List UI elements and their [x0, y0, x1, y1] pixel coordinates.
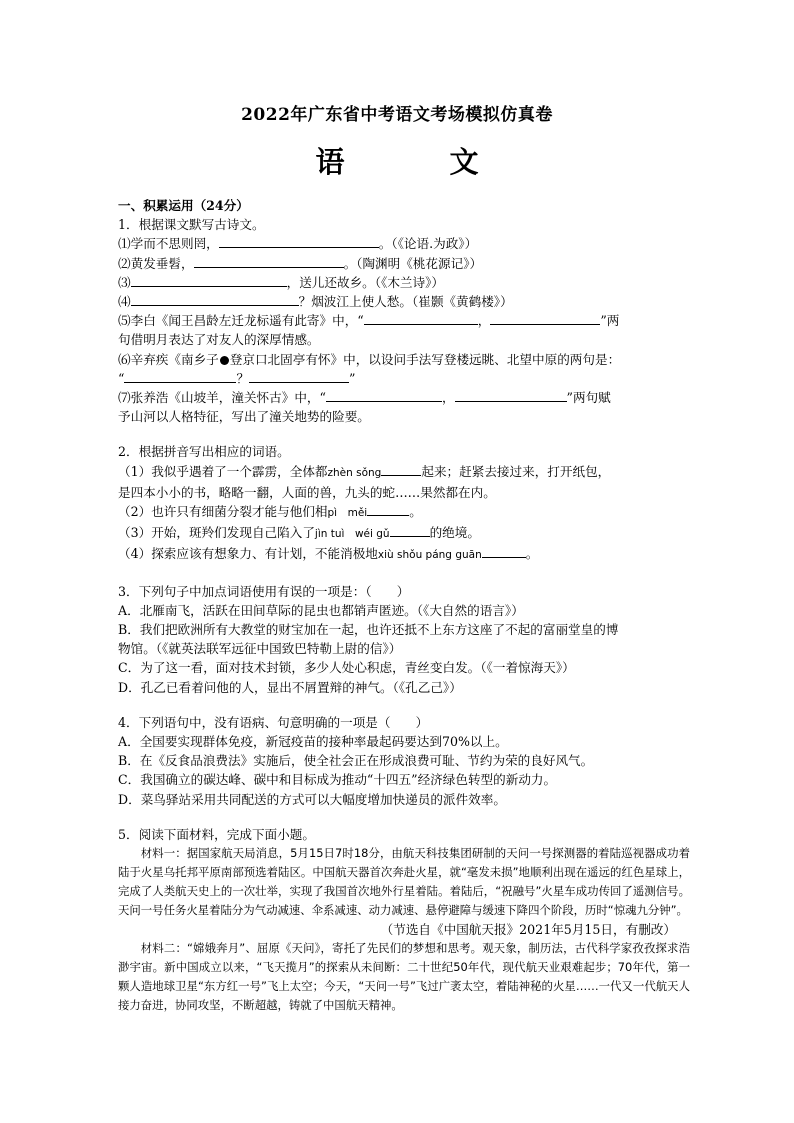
answer-blank[interactable]	[219, 234, 379, 248]
material-1: 材料一：据国家航天局消息，5月15日7时18分，由航天科技集团研制的天问一号探测器的着陆巡视器成功着陆于火星乌托邦平原南部预选着陆区。中国航天器首次奔赴火星，就“毫发未损”地顺利出现在遥远的红色星球上，完成了人类航天史上的一次壮举，实现了我国首次地外行星着陆。着陆后，“祝融号”火星车成功传回了遥测信号。天问一号任务火星着陆分为气动减速、伞系减速、动力减速、悬停避障与缓速下降四个阶段，历时“惊魂九分钟”。	[118, 846, 690, 918]
answer-blank[interactable]	[131, 292, 299, 306]
pinyin: zhèn sǒng	[327, 466, 382, 479]
q2-item-3: （3）开始，斑羚们发现自己陷入了jìn tuì wéi gǔ 的绝境。	[118, 525, 480, 541]
q2-item-1-cont: 是四本小小的书，略略一翻，人面的兽，九头的蛇……果然都在内。	[118, 484, 496, 500]
q1-stem: 1．根据课文默写古诗文。	[118, 217, 265, 233]
answer-blank[interactable]	[367, 502, 409, 516]
q3-option-b[interactable]: B．我们把欧洲所有大教堂的财宝加在一起，也许还抵不上东方这座了不起的富丽堂皇的博	[118, 622, 619, 638]
q2-item-4: （4）探索应该有想象力、有计划，不能消极地xiù shǒu páng guān 。	[118, 546, 539, 562]
q1-line-5: ⑸李白《闻王昌龄左迁龙标遥有此寄》中，“ ， ”两	[118, 313, 620, 329]
answer-blank[interactable]	[364, 311, 478, 325]
answer-blank[interactable]	[455, 388, 567, 402]
q2-item-2: （2）也许只有细菌分裂才能与他们相pì měi 。	[118, 504, 422, 520]
q4-stem: 4．下列语句中，没有语病、句意明确的一项是（ ）	[118, 714, 429, 730]
q1-line-7-cont: 予山河以人格特征，写出了潼关地势的险要。	[118, 409, 370, 425]
exam-title: 2022年广东省中考语文考场模拟仿真卷	[241, 105, 553, 125]
q1-line-7: ⑺张养浩《山坡羊，潼关怀古》中，“ ， ”两句赋	[118, 390, 611, 406]
answer-blank[interactable]	[194, 254, 344, 268]
q3-option-d[interactable]: D．孔乙已看着问他的人，显出不屑置辩的神气。（《孔乙己》）	[118, 679, 462, 695]
pinyin: jìn tuì wéi gǔ	[314, 528, 390, 541]
answer-blank[interactable]	[381, 462, 421, 476]
pinyin: xiù shǒu páng guān	[377, 549, 482, 562]
q1-line-4: ⑷ ？烟波江上使人愁。（崔颢《黄鹤楼》）	[118, 294, 513, 310]
q3-stem: 3．下列句子中加点词语使用有误的一项是：（ ）	[118, 583, 410, 599]
q1-line-2: ⑵黄发垂髫， 。（陶渊明《桃花源记》）	[118, 255, 483, 271]
answer-blank[interactable]	[124, 369, 236, 383]
subject-title: 语 文	[315, 145, 517, 179]
exam-body	[118, 196, 690, 1015]
material-2: 材料二：“嫦娥奔月”、屈原《天问》，寄托了先民们的梦想和思考。观天象，制历法，古代科学家孜孜探求浩渺宇宙。新中国成立以来，“飞天揽月”的探索从未间断：二十世纪50年代，现代航天业艰难起步；70年代，第一颗人造地球卫星“东方红一号”飞上太空；今天，“天问一号”飞过广袤太空，着陆神秘的火星……一代又一代航天人接力奋进，协同攻坚，不断超越，铸就了中国航天精神。	[118, 941, 690, 1013]
q1-line-3: ⑶ ，送儿还故乡。（《木兰诗》）	[118, 274, 445, 290]
q1-line-1: ⑴学而不思则罔， 。（《论语.为政》）	[118, 236, 478, 252]
q4-option-d[interactable]: D．菜鸟驿站采用共同配送的方式可以大幅度增加快递员的派件效率。	[118, 791, 506, 807]
answer-blank[interactable]	[249, 369, 349, 383]
q4-option-c[interactable]: C．我国确立的碳达峰、碳中和目标成为推动“十四五”经济绿色转型的新动力。	[118, 772, 557, 788]
answer-blank[interactable]	[490, 311, 600, 325]
section-heading: 一、积累运用（24分）	[118, 198, 249, 213]
material-1-source: （节选自《中国航天报》2021年5月15日，有删改）	[380, 922, 676, 938]
q3-option-b-cont: 物馆。（《就英法联军远征中国致巴特勒上尉的信》）	[118, 641, 402, 657]
answer-blank[interactable]	[390, 523, 430, 537]
pinyin: pì měi	[327, 507, 368, 520]
q3-option-c[interactable]: C．为了这一看，面对技术封锁，多少人处心积虑，青丝变白发。（《一着惊海天》）	[118, 660, 575, 676]
q1-line-6: ⑹辛弃疾《南乡子 登京口北固亭有怀》中，以设问手法写登楼远眺、北望中原的两句是：	[118, 351, 621, 367]
q2-item-1: （1）我似乎遇着了一个霹雳，全体都zhèn sǒng 起来；赶紧去接过来，打开纸包，	[118, 463, 611, 479]
q1-line-5-cont: 句借明月表达了对友人的深厚情感。	[118, 332, 320, 348]
bullet-dot-icon	[220, 356, 229, 365]
q3-option-a[interactable]: A．北雁南飞，活跃在田间草际的昆虫也都销声匿迹。（《大自然的语言》）	[118, 602, 524, 618]
q1-line-6-cont: “ ？ ”	[118, 370, 356, 386]
answer-blank[interactable]	[482, 544, 526, 558]
q5-stem: 5．阅读下面材料，完成下面小题。	[118, 826, 315, 842]
answer-blank[interactable]	[326, 388, 442, 402]
q4-option-b[interactable]: B．在《反食品浪费法》实施后，使全社会正在形成浪费可耻、节约为荣的良好风气。	[118, 753, 594, 769]
answer-blank[interactable]	[131, 273, 287, 287]
q4-option-a[interactable]: A．全国要实现群体免疫，新冠疫苗的接种率最起码要达到70%以上。	[118, 734, 508, 750]
q2-stem: 2．根据拼音写出相应的词语。	[118, 444, 290, 460]
